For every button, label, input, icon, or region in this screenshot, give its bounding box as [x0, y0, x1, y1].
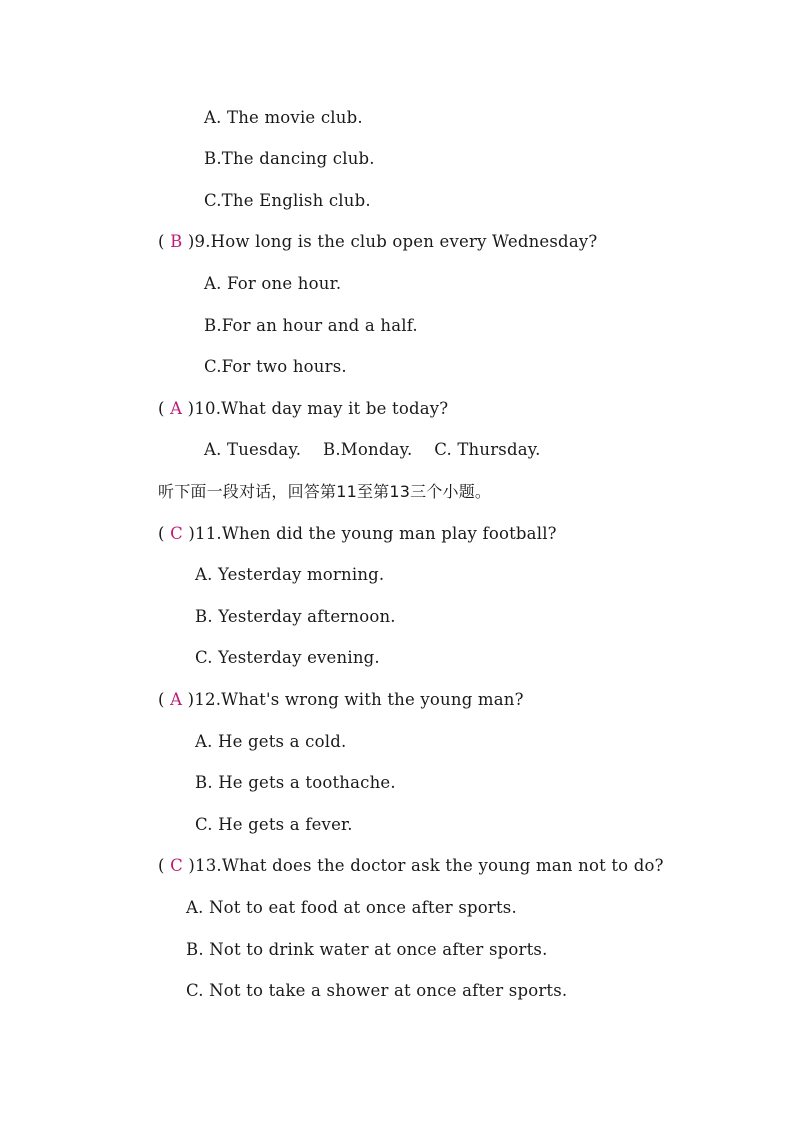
q10-close-paren: ): [182, 399, 195, 418]
q12-close-paren: ): [182, 690, 195, 709]
q11-option-a: A. Yesterday morning.: [195, 565, 385, 584]
q12-number: 12.: [194, 690, 222, 709]
q13-number: 13.: [195, 856, 222, 875]
q12-answer: A: [170, 690, 183, 709]
q12-option-c: C. He gets a fever.: [195, 815, 353, 834]
q13-option-a: A. Not to eat food at once after sports.: [186, 898, 517, 917]
q12-option-a: A. He gets a cold.: [195, 732, 347, 751]
listening-instruction: 听下面一段对话，回答第11至第13三个小题。: [158, 482, 492, 501]
q11-option-b: B. Yesterday afternoon.: [195, 607, 396, 626]
q10-text: What day may it be today?: [221, 399, 449, 418]
q11-close-paren: ): [182, 524, 196, 543]
question-12: [158, 689, 524, 711]
q11-number: 11.: [195, 524, 222, 543]
q9-text: How long is the club open every Wednesday?: [210, 232, 598, 251]
q13-option-b: B. Not to drink water at once after sports.: [186, 940, 548, 959]
q9-close-paren: ): [182, 232, 195, 251]
q9-option-b: B.For an hour and a half.: [204, 316, 418, 335]
q13-answer: C: [170, 856, 183, 875]
question-9: [158, 231, 597, 253]
q9-open-paren: (: [158, 232, 171, 251]
question-11: [158, 523, 557, 545]
question-10: [158, 398, 448, 420]
q10-answer: A: [170, 399, 183, 418]
q8-option-c: C.The English club.: [204, 191, 371, 210]
q9-answer: B: [170, 232, 183, 251]
q11-answer: C: [170, 524, 183, 543]
q13-option-c: C. Not to take a shower at once after sports.: [186, 981, 568, 1000]
q9-number: 9.: [194, 232, 211, 251]
q8-option-b: B.The dancing club.: [204, 149, 375, 168]
q12-option-b: B. He gets a toothache.: [195, 773, 396, 792]
q12-text: What's wrong with the young man?: [221, 690, 524, 709]
q10-open-paren: (: [158, 399, 171, 418]
q11-text: When did the young man play football?: [221, 524, 557, 543]
q11-open-paren: (: [158, 524, 171, 543]
q9-option-c: C.For two hours.: [204, 357, 347, 376]
q10-options: A. Tuesday. B.Monday. C. Thursday.: [204, 440, 541, 459]
q13-close-paren: ): [182, 856, 196, 875]
q12-open-paren: (: [158, 690, 171, 709]
q13-open-paren: (: [158, 856, 171, 875]
q13-text: What does the doctor ask the young man not to do?: [221, 856, 664, 875]
q10-number: 10.: [194, 399, 222, 418]
q9-option-a: A. For one hour.: [204, 274, 342, 293]
q8-option-a: A. The movie club.: [204, 108, 363, 127]
question-13: [158, 855, 664, 877]
q11-option-c: C. Yesterday evening.: [195, 648, 380, 667]
